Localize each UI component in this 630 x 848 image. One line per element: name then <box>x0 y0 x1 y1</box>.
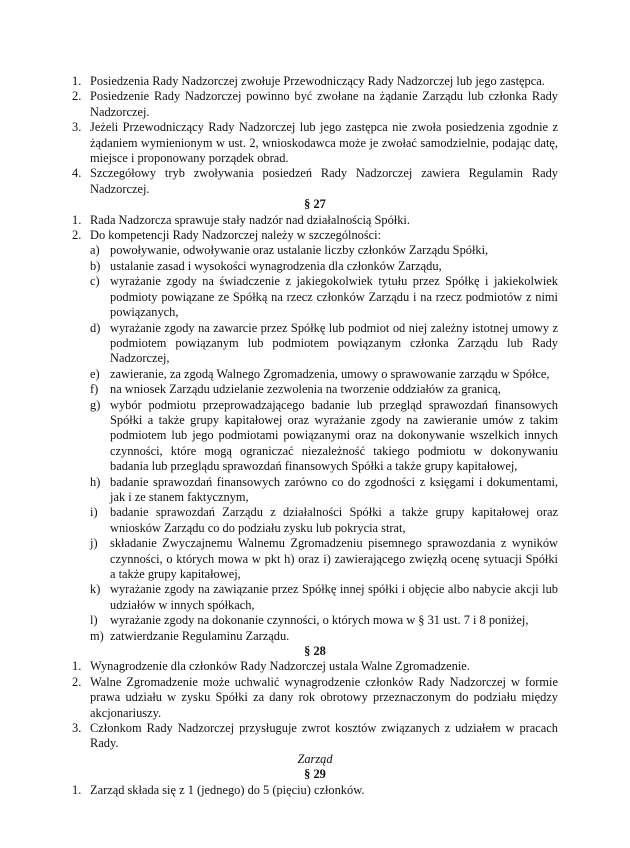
item-text: Posiedzenie Rady Nadzorczej powinno być zwołane na żądanie Zarządu lub członka Rady Nadzorczej. <box>90 89 558 119</box>
list-item <box>72 228 558 243</box>
sub-letter: a) <box>90 243 100 258</box>
sub-item <box>72 274 558 320</box>
sub-item <box>72 536 558 582</box>
sub-item <box>72 505 558 536</box>
sub-item <box>72 613 558 628</box>
item-number: 3. <box>72 721 82 736</box>
item-text: Wynagrodzenie dla członków Rady Nadzorczej ustala Walne Zgromadzenie. <box>90 659 470 674</box>
sub-text: wyrażanie zgody na dokonanie czynności, o których mowa w § 31 ust. 7 i 8 poniżej, <box>110 613 529 628</box>
sub-item <box>72 259 558 274</box>
item-text: Rada Nadzorcza sprawuje stały nadzór nad działalnością Spółki. <box>90 212 410 227</box>
competence-sublist <box>72 243 558 644</box>
section-29-title: § 29 <box>304 767 326 782</box>
sub-text: wybór podmiotu przeprowadzającego badanie lub przegląd sprawozdań finansowych Spółki a także grupy kapitałowej oraz wyrażanie zgody na zawieranie umów z takim podmiotem lub jego podmiotami powiązanymi oraz na dokonywanie wszelkich innych czynności, które mogą ograniczać niezależność takiego podmiotu w dokonywaniu badania lub przeglądu sprawozdań finansowych Spółki a także grupy kapitałowej, <box>110 397 558 474</box>
block1-list <box>72 74 558 197</box>
sub-letter: b) <box>90 258 101 273</box>
sub-item <box>72 582 558 613</box>
sub-text: zawieranie, za zgodą Walnego Zgromadzenia, umowy o sprawowanie zarządu w Spółce, <box>110 366 550 381</box>
item-number: 4. <box>72 166 82 181</box>
item-text: Członkom Rady Nadzorczej przysługuje zwrot kosztów związanych z udziałem w pracach Rady. <box>90 721 558 751</box>
sub-letter: k) <box>90 582 101 597</box>
item-number: 1. <box>72 659 82 674</box>
sub-text: zatwierdzanie Regulaminu Zarządu. <box>110 628 290 643</box>
list-item <box>72 783 558 798</box>
sub-text: badanie sprawozdań Zarządu z działalności Spółki a także grupy kapitałowej oraz wniosków Zarządu co do podziału zysku lub pokrycia strat, <box>110 505 558 535</box>
sub-item <box>72 629 558 644</box>
sub-letter: f) <box>90 382 99 397</box>
sub-letter: m) <box>90 628 104 643</box>
sub-item <box>72 398 558 475</box>
sub-text: badanie sprawozdań finansowych zarówno co do zgodności z księgami i dokumentami, jak i ze stanem faktycznym, <box>110 474 558 504</box>
item-number: 1. <box>72 782 82 797</box>
sub-letter: e) <box>90 366 100 381</box>
sub-letter: h) <box>90 474 101 489</box>
item-text: Do kompetencji Rady Nadzorczej należy w szczególności: <box>90 228 382 243</box>
item-text: Szczegółowy tryb zwoływania posiedzeń Rady Nadzorczej zawiera Regulamin Rady Nadzorczej. <box>90 166 558 196</box>
list-item <box>72 675 558 721</box>
sub-text: wyrażanie zgody na świadczenie z jakiegokolwiek tytułu przez Spółkę i jakiekolwiek podmioty powiązane ze Spółką na rzecz członków Zarządu i na rzecz podmiotów z nimi powiązanych, <box>110 274 558 320</box>
list-item <box>72 721 558 752</box>
sub-text: powoływanie, odwoływanie oraz ustalanie liczby członków Zarządu Spółki, <box>110 243 489 258</box>
zarzad-heading: Zarząd <box>297 751 333 766</box>
sub-text: wyrażanie zgody na zawarcie przez Spółkę lub podmiot od niej zależny istotnej umowy z podmiotem powiązanym lub podmiotem powiązanym członka Zarządu lub Rady Nadzorczej, <box>110 320 558 366</box>
sub-letter: i) <box>90 505 98 520</box>
section-27-title: § 27 <box>304 197 326 212</box>
sub-item <box>72 475 558 506</box>
item-text: Walne Zgromadzenie może uchwalić wynagrodzenie członków Rady Nadzorczej w formie prawa udziału w zysku Spółki za dany rok obrotowy przeznaczonym do podziału między akcjonariuszy. <box>90 674 558 720</box>
sub-text: składanie Zwyczajnemu Walnemu Zgromadzeniu pisemnego sprawozdania z wyników czynności, o których mowa w pkt h) oraz i) zawierającego zwięzłą ocenę sytuacji Spółki a także grupy kapitałowej, <box>110 536 558 581</box>
sub-letter: g) <box>90 397 101 412</box>
sub-letter: l) <box>90 613 98 628</box>
sub-text: na wniosek Zarządu udzielanie zezwolenia na tworzenie oddziałów za granicą, <box>110 382 501 397</box>
sub-item <box>72 382 558 397</box>
sub-letter: d) <box>90 320 101 335</box>
sub-letter: j) <box>90 536 98 551</box>
item-text: Jeżeli Przewodniczący Rady Nadzorczej lub jego zastępca nie zwoła posiedzenia zgodnie z żądaniem wymienionym w ust. 2, wnioskodawca może je zwołać samodzielnie, podając datę, miejsce i proponowany porządek obrad. <box>90 120 558 166</box>
item-number: 3. <box>72 120 82 135</box>
sub-letter: c) <box>90 274 100 289</box>
list-item <box>72 74 558 89</box>
list-item <box>72 213 558 228</box>
sub-item <box>72 321 558 367</box>
sub-text: wyrażanie zgody na zawiązanie przez Spółkę innej spółki i objęcie albo nabycie akcji lub udziałów w innych spółkach, <box>110 582 558 612</box>
item-number: 1. <box>72 212 82 227</box>
item-number: 2. <box>72 89 82 104</box>
item-number: 1. <box>72 74 82 88</box>
item-number: 2. <box>72 674 82 689</box>
list-item <box>72 89 558 120</box>
item-number: 2. <box>72 228 82 243</box>
section-28-title: § 28 <box>304 644 326 659</box>
list-item <box>72 659 558 674</box>
item-text: Zarząd składa się z 1 (jednego) do 5 (pięciu) członków. <box>90 782 365 797</box>
sub-text: ustalanie zasad i wysokości wynagrodzenia dla członków Zarządu, <box>110 258 442 273</box>
item-text: Posiedzenia Rady Nadzorczej zwołuje Przewodniczący Rady Nadzorczej lub jego zastępca. <box>90 74 545 88</box>
list-item <box>72 166 558 197</box>
sub-item <box>72 243 558 258</box>
list-item <box>72 120 558 166</box>
sub-item <box>72 367 558 382</box>
